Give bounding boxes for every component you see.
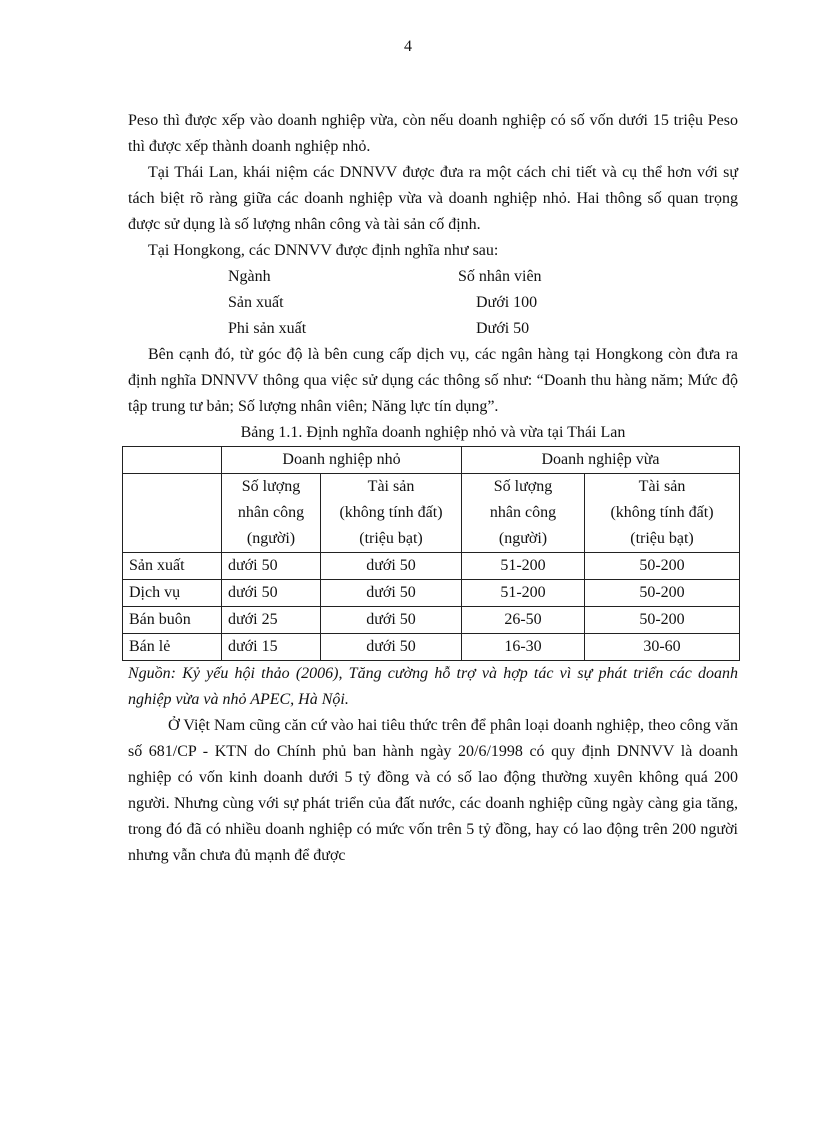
paragraph-hongkong-banks: Bên cạnh đó, từ góc độ là bên cung cấp dịch vụ, các ngân hàng tại Hongkong còn đưa ra định nghĩa DNNVV thông qua việc sử dụng các thông số như: “Doanh thu hàng năm; Mức độ tập trung tư bản; Số lượng nhân viên; Năng lực tín dụng”. — [128, 346, 738, 415]
table-row — [123, 607, 740, 634]
paragraph-vietnam: Ở Việt Nam cũng căn cứ vào hai tiêu thức trên để phân loại doanh nghiệp, theo công văn số 681/CP - KTN do Chính phủ ban hành ngày 20/6/1998 có quy định DNNVV là doanh nghiệp có vốn kinh doanh dưới 5 tỷ đồng và có số lao động thường xuyên không quá 200 người. Nhưng cùng với sự phát triển của đất nước, các doanh nghiệp cũng ngày càng gia tăng, trong đó đã có nhiều doanh nghiệp có mức vốn trên 5 tỷ đồng, hay có lao động trên 200 người nhưng vẫn chưa đủ mạnh để được — [128, 717, 738, 864]
table-cell: Dưới 50 — [476, 320, 530, 337]
sub-header-line: (không tính đất) — [610, 504, 714, 521]
table-cell: dưới 25 — [222, 607, 321, 634]
table-header-cell: Ngành — [228, 268, 271, 285]
group-header-medium: Doanh nghiệp vừa — [462, 447, 740, 474]
sub-header-line: (không tính đất) — [339, 504, 443, 521]
table-row — [228, 316, 542, 342]
sub-header-line: Số lượng — [241, 478, 301, 495]
table-cell: 51-200 — [462, 580, 585, 607]
sub-header-cell — [321, 474, 462, 553]
table-cell: Dưới 100 — [476, 294, 538, 311]
sub-header-line: (triệu bạt) — [359, 530, 423, 547]
table-cell: 30-60 — [585, 634, 740, 661]
table-cell: 16-30 — [462, 634, 585, 661]
table-header-cell: Số nhân viên — [458, 268, 542, 285]
sub-header-line: Tài sản — [638, 478, 686, 495]
row-label: Bán lẻ — [123, 634, 222, 661]
sub-header-line: (triệu bạt) — [630, 530, 694, 547]
table-cell: dưới 50 — [222, 580, 321, 607]
table-row — [123, 553, 740, 580]
paragraph-thailand: Tại Thái Lan, khái niệm các DNNVV được đưa ra một cách chi tiết và cụ thể hơn với sự tách biệt rõ ràng giữa các doanh nghiệp vừa và doanh nghiệp nhỏ. Hai thông số quan trọng được sử dụng là số lượng nhân công và tài sản cố định. — [128, 164, 738, 233]
table-row — [123, 580, 740, 607]
table-row — [123, 447, 740, 474]
table-caption: Bảng 1.1. Định nghĩa doanh nghiệp nhỏ và vừa tại Thái Lan — [240, 424, 626, 441]
sub-header-line: nhân công — [489, 504, 557, 521]
thailand-sme-table — [122, 446, 740, 661]
page-number: 4 — [404, 38, 412, 55]
hongkong-definition-table — [228, 264, 542, 342]
table-empty-cell — [123, 474, 222, 553]
paragraph-1: Peso thì được xếp vào doanh nghiệp vừa, còn nếu doanh nghiệp có số vốn dưới 15 triệu Peso thì được xếp thành doanh nghiệp nhỏ. — [128, 112, 738, 155]
table-row — [228, 290, 542, 316]
source-period: . — [344, 691, 349, 708]
group-header-small: Doanh nghiệp nhỏ — [222, 447, 462, 474]
sub-header-line: Số lượng — [493, 478, 553, 495]
row-label: Bán buôn — [123, 607, 222, 634]
table-cell: 50-200 — [585, 553, 740, 580]
table-cell: Sản xuất — [228, 294, 284, 311]
table-cell: dưới 50 — [321, 607, 462, 634]
table-source-note — [128, 661, 738, 713]
sub-header-cell — [222, 474, 321, 553]
sub-header-line: nhân công — [237, 504, 305, 521]
table-cell: dưới 50 — [321, 580, 462, 607]
document-body — [128, 108, 738, 869]
paragraph-hongkong-intro: Tại Hongkong, các DNNVV được định nghĩa như sau: — [148, 242, 499, 259]
source-text: Nguồn: Kỷ yếu hội thảo (2006), Tăng cường hỗ trợ và hợp tác vì sự phát triển các doanh nghiệp vừa và nhỏ APEC, Hà Nội — [128, 665, 738, 708]
table-cell: dưới 50 — [321, 553, 462, 580]
sub-header-line: Tài sản — [367, 478, 415, 495]
row-label: Dịch vụ — [123, 580, 222, 607]
table-row — [228, 264, 542, 290]
table-row — [123, 474, 740, 553]
table-cell: Phi sản xuất — [228, 320, 307, 337]
table-cell: dưới 15 — [222, 634, 321, 661]
table-cell: dưới 50 — [222, 553, 321, 580]
sub-header-cell — [462, 474, 585, 553]
sub-header-line: (người) — [246, 530, 296, 547]
table-row — [123, 634, 740, 661]
table-corner-cell — [123, 447, 222, 474]
table-cell: dưới 50 — [321, 634, 462, 661]
row-label: Sản xuất — [123, 553, 222, 580]
sub-header-cell — [585, 474, 740, 553]
sub-header-line: (người) — [498, 530, 548, 547]
table-cell: 26-50 — [462, 607, 585, 634]
table-cell: 50-200 — [585, 580, 740, 607]
table-cell: 51-200 — [462, 553, 585, 580]
table-cell: 50-200 — [585, 607, 740, 634]
